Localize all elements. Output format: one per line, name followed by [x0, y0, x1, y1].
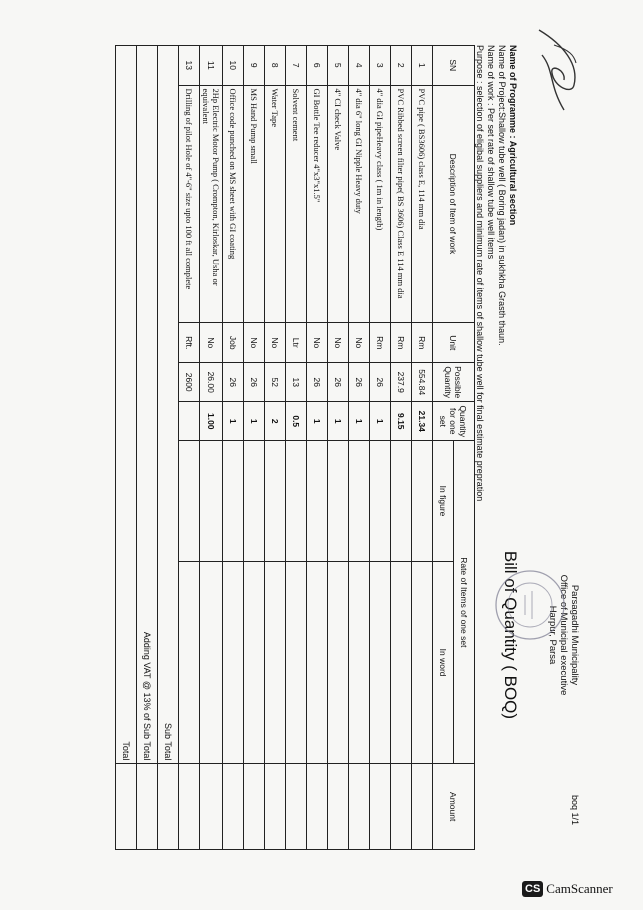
table-row: [391, 46, 412, 850]
page-reference: boq 1/1: [570, 795, 580, 826]
row-unit: Rft.: [179, 323, 200, 363]
row-sn: 4: [349, 46, 370, 86]
table-row: [328, 46, 349, 850]
row-description: GI Bottle Tee reducer 4"x3"x1.5": [307, 85, 328, 323]
table-row: [370, 46, 391, 850]
project-line: Name of Project:Shallow tube well ( Boring jadan) in sukhkha Grasth thaun.: [497, 45, 507, 346]
row-rate-in-figure: [179, 441, 200, 562]
row-possible-quantity: 237.9: [391, 363, 412, 402]
camscanner-label: CamScanner: [546, 880, 613, 896]
vat-row: [137, 46, 158, 850]
office-name: Office of Municipal executive: [558, 574, 569, 696]
table-row: [286, 46, 307, 850]
row-rate-in-word: [200, 561, 223, 764]
subtotal-label: Sub Total: [158, 46, 179, 764]
row-rate-in-word: [179, 561, 200, 764]
row-description: 4" CI check Valve: [328, 85, 349, 323]
row-quantity-one-set: 1: [328, 402, 349, 441]
row-possible-quantity: 52: [265, 363, 286, 402]
header-sn: SN: [433, 46, 475, 86]
row-rate-in-figure: [391, 441, 412, 562]
row-possible-quantity: 26: [349, 363, 370, 402]
camscanner-watermark: [522, 880, 613, 898]
row-unit: Rm: [412, 323, 433, 363]
row-rate-in-word: [391, 561, 412, 764]
row-rate-in-figure: [223, 441, 244, 562]
row-possible-quantity: 26: [370, 363, 391, 402]
table-row: [307, 46, 328, 850]
header-in-word: In word: [433, 561, 454, 764]
table-row: [412, 46, 433, 850]
row-amount: [391, 764, 412, 850]
row-amount: [200, 764, 223, 850]
row-unit: No: [265, 323, 286, 363]
office-stamp: [490, 565, 570, 645]
row-rate-in-word: [244, 561, 265, 764]
row-quantity-one-set: 1: [370, 402, 391, 441]
table-body: [179, 46, 433, 850]
row-rate-in-word: [265, 561, 286, 764]
row-rate-in-word: [412, 561, 433, 764]
header-rate: Rate of Items of one set: [454, 441, 475, 764]
row-sn: 7: [286, 46, 307, 86]
header-unit: Unit: [433, 323, 475, 363]
office-location: Harpur, Parsa: [547, 605, 558, 665]
header-in-figure: In figure: [433, 441, 454, 562]
row-amount: [286, 764, 307, 850]
row-rate-in-figure: [265, 441, 286, 562]
row-unit: No: [200, 323, 223, 363]
row-possible-quantity: 26.00: [200, 363, 223, 402]
row-quantity-one-set: 21.34: [412, 402, 433, 441]
row-sn: 6: [307, 46, 328, 86]
row-quantity-one-set: 1: [244, 402, 265, 441]
table-row: [244, 46, 265, 850]
header-possible-quantity: Possible Quantity: [433, 363, 475, 402]
row-possible-quantity: 13: [286, 363, 307, 402]
row-rate-in-figure: [412, 441, 433, 562]
row-unit: Ltr: [286, 323, 307, 363]
rotated-document: [0, 5, 600, 865]
row-unit: No: [349, 323, 370, 363]
total-row: [116, 46, 137, 850]
total-label: Total: [116, 46, 137, 764]
row-unit: No: [307, 323, 328, 363]
row-amount: [307, 764, 328, 850]
row-rate-in-word: [349, 561, 370, 764]
boq-table: [115, 45, 475, 850]
row-rate-in-figure: [244, 441, 265, 562]
row-description: MS Hand Pump small: [244, 85, 265, 323]
table-row: [200, 46, 223, 850]
row-quantity-one-set: [179, 402, 200, 441]
row-quantity-one-set: 9.15: [391, 402, 412, 441]
row-rate-in-figure: [286, 441, 307, 562]
row-description: PVC pipe ( BS3606) class E, 114 mm dia: [412, 85, 433, 323]
camscanner-logo-icon: CS: [522, 881, 543, 897]
row-sn: 3: [370, 46, 391, 86]
row-unit: Rm: [391, 323, 412, 363]
table-row: [349, 46, 370, 850]
row-description: 2Hp Electric Motor Pump ( Crompton, Kirloskar, Usha or equivalent: [200, 85, 223, 323]
row-rate-in-word: [370, 561, 391, 764]
row-quantity-one-set: 1.00: [200, 402, 223, 441]
row-unit: Job: [223, 323, 244, 363]
row-amount: [265, 764, 286, 850]
document-title: Bill of Quantity ( BOQ): [501, 550, 520, 720]
row-quantity-one-set: 1: [349, 402, 370, 441]
row-unit: No: [328, 323, 349, 363]
row-amount: [349, 764, 370, 850]
subtotal-amount: [158, 764, 179, 850]
row-rate-in-word: [328, 561, 349, 764]
row-amount: [179, 764, 200, 850]
vat-label: Adding VAT @ 13% of Sub Total: [137, 46, 158, 764]
row-rate-in-figure: [328, 441, 349, 562]
row-sn: 8: [265, 46, 286, 86]
row-rate-in-word: [286, 561, 307, 764]
project-meta: [474, 45, 518, 501]
purpose-line: Purpose : selection of eligibal suppliers and minimum rate of items of shallow tube well for final estimate prepration: [475, 45, 485, 502]
table-header-row: [454, 46, 475, 850]
header-amount: Amount: [433, 764, 475, 850]
row-amount: [223, 764, 244, 850]
row-quantity-one-set: 1: [223, 402, 244, 441]
subtotal-row: [158, 46, 179, 850]
row-description: Office code punched on MS sheet with GI coating: [223, 85, 244, 323]
programme-line: Name of Programme : Agricultural section: [508, 45, 518, 226]
row-possible-quantity: 554.84: [412, 363, 433, 402]
row-description: Solvent cement: [286, 85, 307, 323]
row-sn: 10: [223, 46, 244, 86]
row-rate-in-word: [223, 561, 244, 764]
row-possible-quantity: 26: [328, 363, 349, 402]
header-quantity-one-set: Quantity for one set: [433, 402, 475, 441]
row-rate-in-word: [307, 561, 328, 764]
row-description: 4" dia 6" long GI Nipple Heavy duty: [349, 85, 370, 323]
row-sn: 5: [328, 46, 349, 86]
row-description: PVC Ribbed screen filter pipe( BS 3606) Class E 114 mm dia: [391, 85, 412, 323]
row-description: Drilling of pilot Hole of 4"-6" size upto 100 ft all complete: [179, 85, 200, 323]
row-quantity-one-set: 2: [265, 402, 286, 441]
row-sn: 9: [244, 46, 265, 86]
row-amount: [412, 764, 433, 850]
table-row: [179, 46, 200, 850]
row-rate-in-figure: [307, 441, 328, 562]
row-unit: No: [244, 323, 265, 363]
row-possible-quantity: 26: [244, 363, 265, 402]
row-sn: 1: [412, 46, 433, 86]
row-quantity-one-set: 0.5: [286, 402, 307, 441]
row-rate-in-figure: [200, 441, 223, 562]
row-unit: Rm: [370, 323, 391, 363]
row-quantity-one-set: 1: [307, 402, 328, 441]
row-amount: [328, 764, 349, 850]
vat-amount: [137, 764, 158, 850]
header-description: Description of Item of work: [433, 85, 475, 323]
row-description: Water Tape: [265, 85, 286, 323]
row-sn: 2: [391, 46, 412, 86]
row-sn: 13: [179, 46, 200, 86]
municipality-name: Parsagadhi Municipality: [569, 584, 580, 686]
row-amount: [370, 764, 391, 850]
row-possible-quantity: 2600: [179, 363, 200, 402]
work-line: Name of work : Per set rate of shallow tube well items: [486, 45, 496, 260]
row-rate-in-figure: [349, 441, 370, 562]
row-description: 4" dia GI pipeHeavy class ( 1m in length): [370, 85, 391, 323]
row-possible-quantity: 26: [307, 363, 328, 402]
table-row: [265, 46, 286, 850]
row-possible-quantity: 26: [223, 363, 244, 402]
row-rate-in-figure: [370, 441, 391, 562]
row-sn: 11: [200, 46, 223, 86]
total-amount: [116, 764, 137, 850]
signature: [524, 25, 594, 115]
row-amount: [244, 764, 265, 850]
table-row: [223, 46, 244, 850]
